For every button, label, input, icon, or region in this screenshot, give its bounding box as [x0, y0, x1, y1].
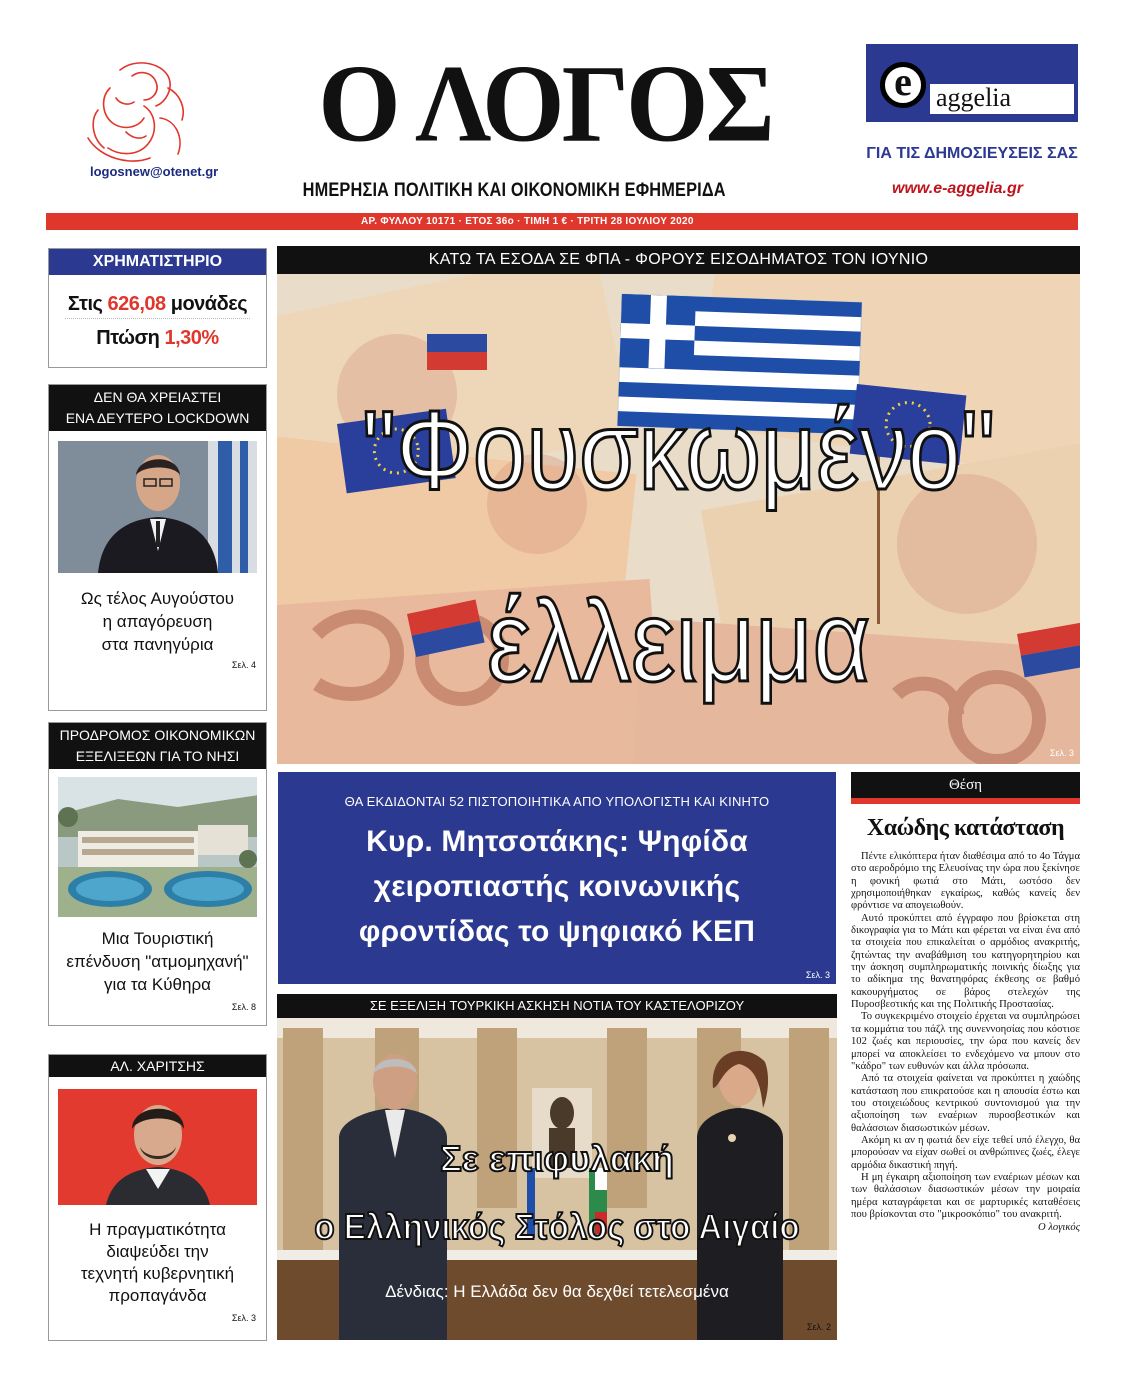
stock-divider: [65, 318, 250, 319]
third-story-subhead: Δένδιας: Η Ελλάδα δεν θα δεχθεί τετελεσμένα: [385, 1282, 729, 1301]
newspaper-title: Ο ΛΟΓΟΣ: [318, 42, 772, 165]
main-story-hero[interactable]: [277, 274, 1080, 764]
eaggelia-tagline: ΓΙΑ ΤΙΣ ΔΗΜΟΣΙΕΥΣΕΙΣ ΣΑΣ: [866, 145, 1078, 162]
editorial-paragraph: Ακόμη κι αν η φωτιά δεν είχε τεθεί υπό έλεγχο, θα μπορούσαν να είχαν σωθεί οι ανθρώπινες ζωές, έλεγε αρμόδια δικαστική πηγή.: [851, 1134, 1080, 1171]
editorial-body: [851, 851, 1080, 1235]
resort-render-photo: [58, 777, 257, 917]
editorial-signature: Ο λογικός: [1038, 1222, 1080, 1234]
eaggelia-url[interactable]: www.e-aggelia.gr: [892, 180, 1023, 197]
editorial-paragraph: Το συγκεκριμένο στοιχείο έρχεται να συμπληρώσει τα κομμάτια του πάζλ της συνεννοησίας που κόστισε 102 ζωές και περιουσίες, την ώρα που κανείς δεν μπορεί να αποκλείσει το ενδεχόμενο να μπουν στο "κάδρο" των ευθυνών και άλλα πρόσωπα.: [851, 1011, 1080, 1072]
headline-line: η απαγόρευση: [102, 612, 213, 631]
side-story-charitsis[interactable]: [48, 1054, 267, 1341]
editorial-title: Χαώδης κατάσταση: [866, 815, 1065, 841]
page-ref: Σελ. 4: [231, 660, 256, 670]
editorial-paragraph: Πέντε ελικόπτερα ήταν διαθέσιμα από το 4ο Τάγμα στο αεροδρόμιο της Ελευσίνας την ώρα που ξεκίνησε η φονική φωτιά στο Μάτι, ωστόσο δεν χρησιμοποιήθηκαν εγκαίρως, καθώς κανείς δεν φρόντισε να απογειωθούν.: [851, 851, 1080, 912]
kicker-line: ΠΡΟΔΡΟΜΟΣ ΟΙΚΟΝΟΜΙΚΩΝ: [59, 727, 256, 743]
minister-photo: [58, 441, 257, 573]
page-ref: Σελ. 3: [805, 970, 830, 980]
side-story-headline: [49, 927, 266, 996]
page-ref: Σελ. 3: [231, 1313, 256, 1323]
stock-line-points: [49, 293, 266, 316]
eaggelia-logo-letter: e: [880, 62, 926, 108]
stock-box: [48, 248, 267, 368]
editorial-section-label: Θέση: [851, 772, 1080, 798]
headline-line: Η πραγματικότητα: [89, 1220, 226, 1239]
second-story-kicker: ΘΑ ΕΚΔΙΔΟΝΤΑΙ 52 ΠΙΣΤΟΠΟΙΗΤΙΚΑ ΑΠΟ ΥΠΟΛΟΓΙΣΤΗ ΚΑΙ ΚΙΝΗΤΟ: [344, 794, 770, 809]
eaggelia-logo-word: aggelia: [930, 84, 1074, 114]
side-story-lockdown[interactable]: [48, 384, 267, 711]
issue-info-bar: ΑΡ. ΦΥΛΛΟΥ 10171 · ΕΤΟΣ 36ο · ΤΙΜΗ 1 € · ΤΡΙΤΗ 28 ΙΟΥΛΙΟΥ 2020: [46, 213, 1078, 230]
editorial-paragraph: Αυτό προκύπτει από έγγραφο που βρίσκεται στη δικογραφία για το Μάτι και φέρεται να είναι ένα από τα στοιχεία που επικαλείται ο αρμόδιος ανακριτής, ζητώντας την αναβάθμιση του κατηγορητηρίου και την άσκηση συμπληρωματικής ποινικής δίωξης για το αδίκημα της θανατηφόρας έκθεσης σε βαθμό κακουργήματος σε βάρος στελεχών της Πυροσβεστικής και της Πολιτικής Προστασίας.: [851, 912, 1080, 1011]
stock-change-prefix: Πτώση: [96, 327, 160, 349]
logo-art-figures: [80, 58, 195, 168]
side-story-kicker: [49, 723, 266, 769]
headline-line: Κυρ. Μητσοτάκης: Ψηφίδα: [366, 825, 748, 858]
kicker-line: ΔΕΝ ΘΑ ΧΡΕΙΑΣΤΕΙ: [93, 389, 222, 405]
stock-points-value: 626,08: [107, 293, 166, 315]
politician-photo: [58, 1089, 257, 1205]
email-address[interactable]: logosnew@otenet.gr: [90, 164, 219, 179]
headline-line: χειροπιαστής κοινωνικής: [373, 870, 741, 903]
headline-line: επένδυση "ατμομηχανή": [66, 952, 249, 971]
stock-points-suffix: μονάδες: [170, 293, 248, 315]
side-story-kicker: [49, 385, 266, 431]
headline-line: Ως τέλος Αυγούστου: [80, 589, 235, 608]
stock-points-prefix: Στις: [67, 293, 103, 315]
third-story-banner: ΣΕ ΕΞΕΛΙΞΗ ΤΟΥΡΚΙΚΗ ΑΣΚΗΣΗ ΝΟΤΙΑ ΤΟΥ ΚΑΣΤΕΛΟΡΙΖΟΥ: [277, 994, 837, 1018]
newspaper-subtitle: ΗΜΕΡΗΣΙΑ ΠΟΛΙΤΙΚΗ ΚΑΙ ΟΙΚΟΝΟΜΙΚΗ ΕΦΗΜΕΡΙΔΑ: [302, 180, 726, 201]
kicker-line: ΕΞΕΛΙΞΕΩΝ ΓΙΑ ΤΟ ΝΗΣΙ: [75, 748, 240, 764]
stock-line-change: [49, 327, 266, 350]
main-headline-word1: "Φουσκωμένο": [361, 388, 996, 513]
stock-label: ΧΡΗΜΑΤΙΣΤΗΡΙΟ: [49, 249, 266, 275]
headline-line: διαψεύδει την: [106, 1242, 209, 1261]
third-story-photo-block[interactable]: [277, 1018, 837, 1340]
main-story-banner: ΚΑΤΩ ΤΑ ΕΣΟΔΑ ΣΕ ΦΠΑ - ΦΟΡΟΥΣ ΕΙΣΟΔΗΜΑΤΟΣ ΤΟΝ ΙΟΥΝΙΟ: [277, 246, 1080, 274]
second-story-box[interactable]: [278, 772, 836, 984]
page-ref: Σελ. 8: [231, 1002, 256, 1012]
headline-line: για τα Κύθηρα: [104, 975, 211, 994]
main-headline-word2: έλλειμμα: [486, 576, 871, 706]
headline-line: φροντίδας το ψηφιακό ΚΕΠ: [358, 915, 756, 948]
side-story-kicker: ΑΛ. ΧΑΡΙΤΣΗΣ: [49, 1055, 266, 1077]
side-story-headline: [49, 1219, 266, 1307]
editorial-rule: [851, 798, 1080, 804]
side-story-headline: [49, 587, 266, 656]
kicker-line: ΕΝΑ ΔΕΥΤΕΡΟ LOCKDOWN: [65, 410, 250, 426]
page-ref: Σελ. 2: [806, 1322, 831, 1332]
headline-line: προπαγάνδα: [108, 1286, 207, 1305]
third-story-headline-line1: Σε επιφυλακή: [440, 1138, 674, 1179]
third-story-headline-line2: ο Ελληνικός Στόλος στο Αιγαίο: [314, 1206, 800, 1247]
second-story-headline: [278, 819, 836, 954]
editorial-paragraph: Από τα στοιχεία φαίνεται να προκύπτει η χαώδης κατάσταση που επικρατούσε και η απουσία έστω και του στοιχειώδους κεντρικού συντονισμού για την αξιοποίηση των εναέριων πυροσβεστικών και θαλάσσιων διασωστικών μέσων.: [851, 1073, 1080, 1134]
headline-line: τεχνητή κυβερνητική: [80, 1264, 235, 1283]
page-ref: Σελ. 3: [1049, 748, 1074, 758]
headline-line: στα πανηγύρια: [101, 635, 214, 654]
side-story-kythira[interactable]: [48, 722, 267, 1026]
editorial-paragraph: Η μη έγκαιρη αξιοποίηση των εναέριων μέσων και των θαλάσσιων διασωστικών μέσων την μοιραία ημέρα καταγράφεται και σε μαρτυρικές καταθέσεις που βρίσκονται στο "μικροσκόπιο" του ανακριτή.: [851, 1171, 1080, 1220]
stock-change-value: 1,30%: [164, 327, 219, 349]
headline-line: Μια Τουριστική: [101, 929, 214, 948]
